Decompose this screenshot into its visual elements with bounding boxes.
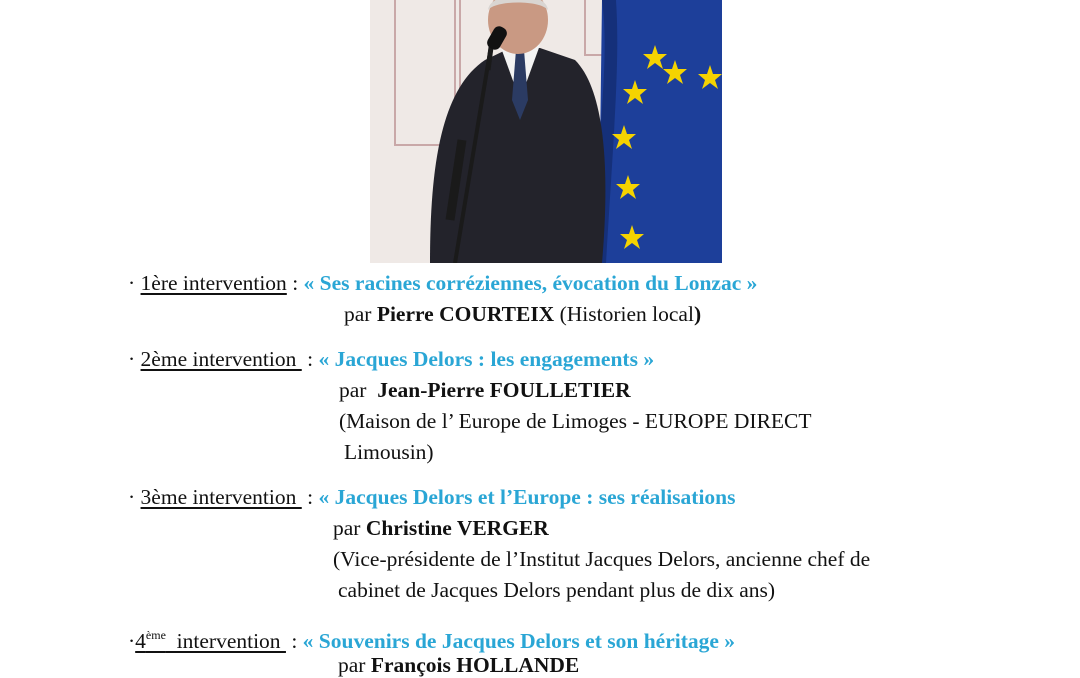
intervention-4-word: intervention (165, 629, 286, 653)
speaker-role: (Historien local (559, 302, 694, 326)
intervention-2-heading (128, 346, 654, 372)
intervention-2-label: 2ème intervention (140, 347, 302, 371)
ordinal-suffix: ème (145, 628, 166, 642)
intervention-4-heading (128, 622, 735, 654)
intervention-4-title: « Souvenirs de Jacques Delors et son héritage » (302, 629, 736, 653)
intervention-3-label: 3ème intervention (140, 485, 302, 509)
by-label: par (333, 516, 361, 540)
intervention-2-role-line1: (Maison de l’ Europe de Limoges - EUROPE DIRECT (339, 409, 812, 433)
intervention-2-role-line2: Limousin) (344, 440, 434, 464)
intervention-1-speaker (344, 301, 701, 327)
intervention-1-heading (128, 270, 757, 296)
bullet: · (128, 485, 136, 509)
speaker-name: François HOLLANDE (370, 653, 580, 677)
intervention-3-speaker (333, 515, 549, 541)
intervention-3-role-line1: (Vice-présidente de l’Institut Jacques Delors, ancienne chef de (333, 547, 871, 571)
bullet: · (128, 271, 136, 295)
photo-illustration (370, 0, 722, 263)
speaker-photo (370, 0, 722, 263)
intervention-1-label: 1ère intervention (140, 271, 287, 295)
bullet: · (128, 629, 136, 653)
intervention-3-heading (128, 484, 736, 510)
intervention-4-label (135, 629, 286, 653)
bullet: · (128, 347, 136, 371)
separator: : (301, 485, 319, 509)
intervention-3-title: « Jacques Delors et l’Europe : ses réalisations (318, 485, 736, 509)
speaker-name: Christine VERGER (365, 516, 549, 540)
intervention-4-speaker (338, 652, 579, 678)
intervention-3-role-line2: cabinet de Jacques Delors pendant plus de dix ans) (338, 578, 776, 602)
intervention-2-title: « Jacques Delors : les engagements » (318, 347, 655, 371)
separator: : (285, 629, 303, 653)
intervention-1-title: « Ses racines corréziennes, évocation du Lonzac » (303, 271, 758, 295)
by-label: par (344, 302, 372, 326)
speaker-name: Pierre COURTEIX (376, 302, 555, 326)
by-label: par (338, 653, 366, 677)
intervention-2-speaker (339, 377, 631, 403)
role-close: ) (693, 302, 702, 326)
speaker-name: Jean-Pierre FOULLETIER (377, 378, 631, 402)
by-label: par (339, 378, 372, 402)
separator: : (286, 271, 304, 295)
intervention-4-number: 4 (135, 629, 146, 653)
separator: : (301, 347, 319, 371)
